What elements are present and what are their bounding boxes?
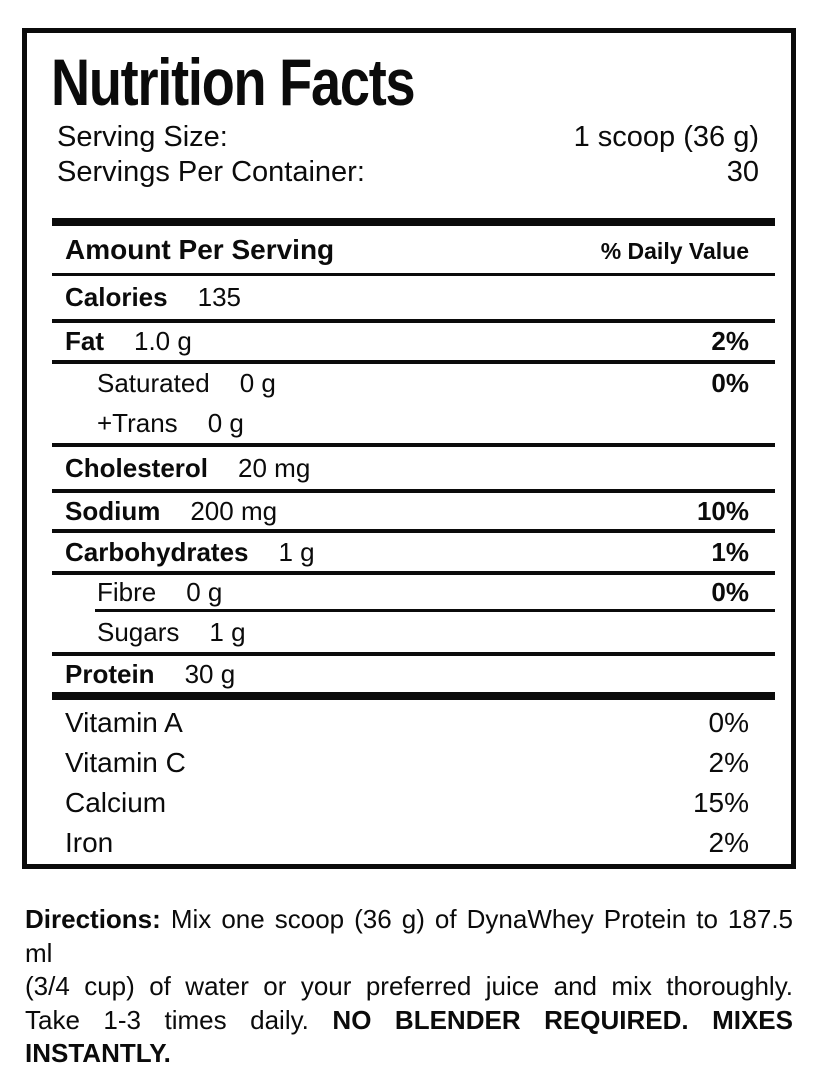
- nutrient-row-sugars: [52, 612, 775, 652]
- divider-thick: [52, 692, 775, 700]
- column-header-row: [52, 226, 775, 273]
- nutrient-daily-value: 10%: [696, 496, 749, 526]
- directions-text-1: Mix one scoop (36 g) of DynaWhey Protein to 187.5 ml: [25, 904, 793, 968]
- vitamin-name: Calcium: [65, 787, 167, 818]
- nutrient-amount: 135: [197, 282, 241, 312]
- nutrient-row-cholesterol: [52, 447, 775, 489]
- nutrient-name: Sugars: [97, 617, 180, 647]
- nutrient-row-saturated-fat: [52, 364, 775, 403]
- nutrition-facts-panel: [22, 28, 796, 869]
- vitamin-daily-value: 2%: [708, 747, 749, 778]
- panel-content: [51, 45, 775, 863]
- nutrient-daily-value: 0%: [711, 368, 749, 398]
- nutrient-daily-value: 0%: [711, 577, 749, 607]
- vitamin-daily-value: 15%: [692, 787, 749, 818]
- nutrient-amount: 1.0 g: [134, 326, 192, 356]
- nutrient-row-fibre: [52, 575, 775, 609]
- vitamin-daily-value: 0%: [708, 707, 749, 738]
- serving-size-value: 1 scoop (36 g): [573, 121, 759, 153]
- servings-per-container-value: 30: [726, 156, 759, 188]
- nutrient-daily-value: 2%: [711, 326, 749, 356]
- divider-thick: [52, 218, 775, 226]
- vitamin-name: Vitamin A: [65, 707, 183, 738]
- nutrient-row-protein: [52, 656, 775, 692]
- nutrient-amount: 1 g: [278, 537, 315, 567]
- panel-title: Nutrition Facts: [51, 45, 415, 119]
- nutrient-name: Carbohydrates: [65, 537, 249, 567]
- nutrient-row-trans-fat: [52, 403, 775, 443]
- directions-line-2: [25, 970, 793, 1004]
- directions-text-3: Take 1-3 times daily.: [25, 1004, 309, 1035]
- nutrient-amount: 0 g: [239, 368, 276, 398]
- nutrient-name: Sodium: [65, 496, 161, 526]
- daily-value-header: % Daily Value: [600, 238, 749, 264]
- vitamin-name: Vitamin C: [65, 747, 186, 778]
- directions-text-3-bold: NO BLENDER REQUIRED. MIXES INSTANTLY.: [25, 1004, 793, 1068]
- nutrient-name: Fat: [65, 326, 104, 356]
- nutrient-amount: 20 mg: [238, 453, 311, 483]
- nutrient-amount: 0 g: [207, 408, 244, 438]
- vitamin-row-vitamin-c: [52, 743, 775, 783]
- directions-heading: Directions:: [25, 904, 161, 934]
- serving-size-label: Serving Size:: [57, 121, 228, 153]
- nutrient-row-sodium: [52, 493, 775, 529]
- vitamin-daily-value: 2%: [708, 827, 749, 858]
- nutrient-row-fat: [52, 323, 775, 360]
- servings-per-container-label: Servings Per Container:: [57, 156, 365, 188]
- nutrient-row-carbohydrates: [52, 533, 775, 571]
- serving-size-row: [52, 120, 775, 155]
- nutrient-name: Protein: [65, 659, 155, 689]
- vitamin-name: Iron: [65, 827, 114, 858]
- nutrient-amount: 30 g: [184, 659, 236, 689]
- directions-line-1: [25, 903, 793, 970]
- servings-per-container-row: [52, 155, 775, 190]
- nutrient-amount: 0 g: [186, 577, 223, 607]
- nutrient-name: Saturated: [97, 368, 210, 398]
- directions-text-2: (3/4 cup) of water or your preferred juice and mix thoroughly.: [25, 971, 793, 1001]
- nutrient-name: Fibre: [97, 577, 157, 607]
- nutrient-amount: 1 g: [209, 617, 246, 647]
- nutrient-name: Calories: [65, 282, 168, 312]
- directions-line-3: [25, 1004, 793, 1071]
- vitamin-row-vitamin-a: [52, 703, 775, 743]
- nutrient-name: +Trans: [97, 408, 178, 438]
- directions: [25, 903, 793, 1071]
- nutrient-name: Cholesterol: [65, 453, 209, 483]
- nutrient-amount: 200 mg: [190, 496, 278, 526]
- nutrient-row-calories: [52, 276, 775, 319]
- vitamins-section: [52, 703, 775, 863]
- vitamin-row-calcium: [52, 783, 775, 823]
- vitamin-row-iron: [52, 823, 775, 863]
- nutrient-daily-value: 1%: [711, 537, 749, 567]
- amount-per-serving-header: Amount Per Serving: [65, 234, 335, 265]
